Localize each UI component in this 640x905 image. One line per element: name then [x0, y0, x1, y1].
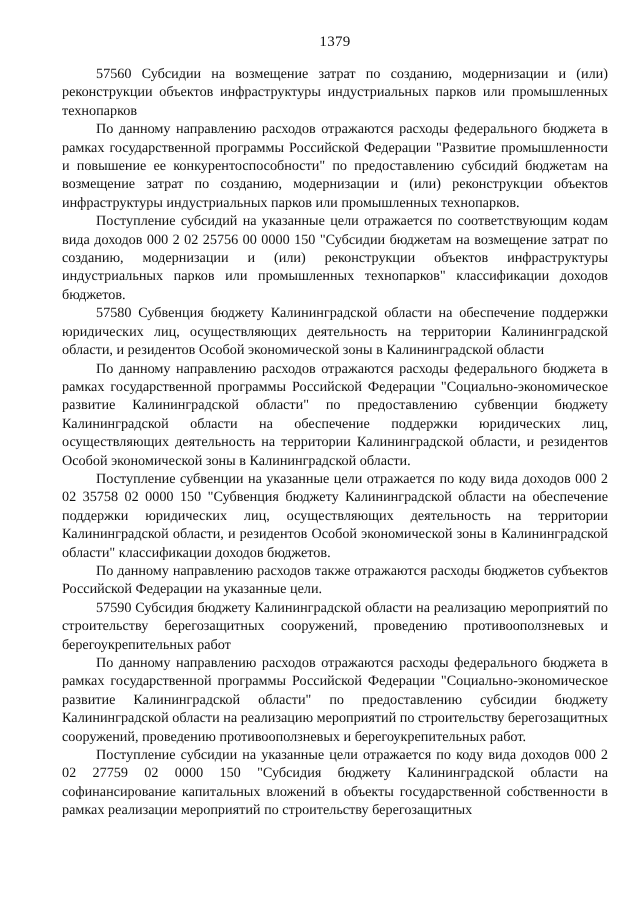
paragraph-57560-heading: 57560 Субсидии на возмещение затрат по созданию, модернизации и (или) реконструкции объектов инфраструктуры индустриальных парков или промышленных технопарков	[62, 66, 608, 119]
paragraph-57560-description: По данному направлению расходов отражаются расходы федерального бюджета в рамках государственной программы Российской Федерации "Развитие промышленности и повышение ее конкурентоспособности" по предоставлению субсидий бюджетам на возмещение затрат по созданию, модернизации и (или) реконструкции объектов инфраструктуры индустриальных парков или промышленных технопарков.	[62, 121, 608, 211]
paragraph-57560-revenue: Поступление субсидий на указанные цели отражается по соответствующим кодам вида доходов 000 2 02 25756 00 0000 150 "Субсидии бюджетам на возмещение затрат по созданию, модернизации и (или) реконструкции объектов инфраструктуры индустриальных парков или промышленных технопарков" классификации доходов бюджетов.	[62, 213, 608, 303]
paragraph-57590-description: По данному направлению расходов отражаются расходы федерального бюджета в рамках государственной программы Российской Федерации "Социально-экономическое развитие Калининградской области" по предоставлению субсидии бюджету Калининградской области на реализацию мероприятий по строительству берегозащитных сооружений, проведению противооползневых и берегоукрепительных работ.	[62, 655, 608, 745]
paragraph-57580-regional: По данному направлению расходов также отражаются расходы бюджетов субъектов Российской Федерации на указанные цели.	[62, 562, 608, 598]
paragraph-57590-revenue: Поступление субсидии на указанные цели отражается по коду вида доходов 000 2 02 27759 02 0000 150 "Субсидия бюджету Калининградской области на софинансирование капитальных вложений в объекты государственной собственности в рамках реализации мероприятий по строительству берегозащитных	[62, 747, 608, 819]
paragraph-57580-revenue: Поступление субвенции на указанные цели отражается по коду вида доходов 000 2 02 35758 02 0000 150 "Субвенция бюджету Калининградской области на обеспечение поддержки юридических лиц, осуществляющих деятельность на территории Калининградской области, и резидентов Особой экономической зоны в Калининградской области" классификации доходов бюджетов.	[62, 470, 608, 561]
paragraph-57580-description: По данному направлению расходов отражаются расходы федерального бюджета в рамках государственной программы Российской Федерации "Социально-экономическое развитие Калининградской области" по предоставлению субвенции бюджету Калининградской области на обеспечение поддержки юридических лиц, осуществляющих деятельность на территории Калининградской области, и резидентов Особой экономической зоны в Калининградской области.	[62, 360, 608, 469]
paragraph-57590-heading: 57590 Субсидия бюджету Калининградской области на реализацию мероприятий по строительству берегозащитных сооружений, проведению противооползневых и берегоукрепительных работ	[62, 599, 608, 653]
page-number: 1379	[319, 34, 351, 50]
paragraph-57580-heading: 57580 Субвенция бюджету Калининградской области на обеспечение поддержки юридических лиц, осуществляющих деятельность на территории Калининградской области, и резидентов Особой экономической зоны в Калининградской области	[62, 305, 608, 359]
body-text	[62, 65, 608, 820]
